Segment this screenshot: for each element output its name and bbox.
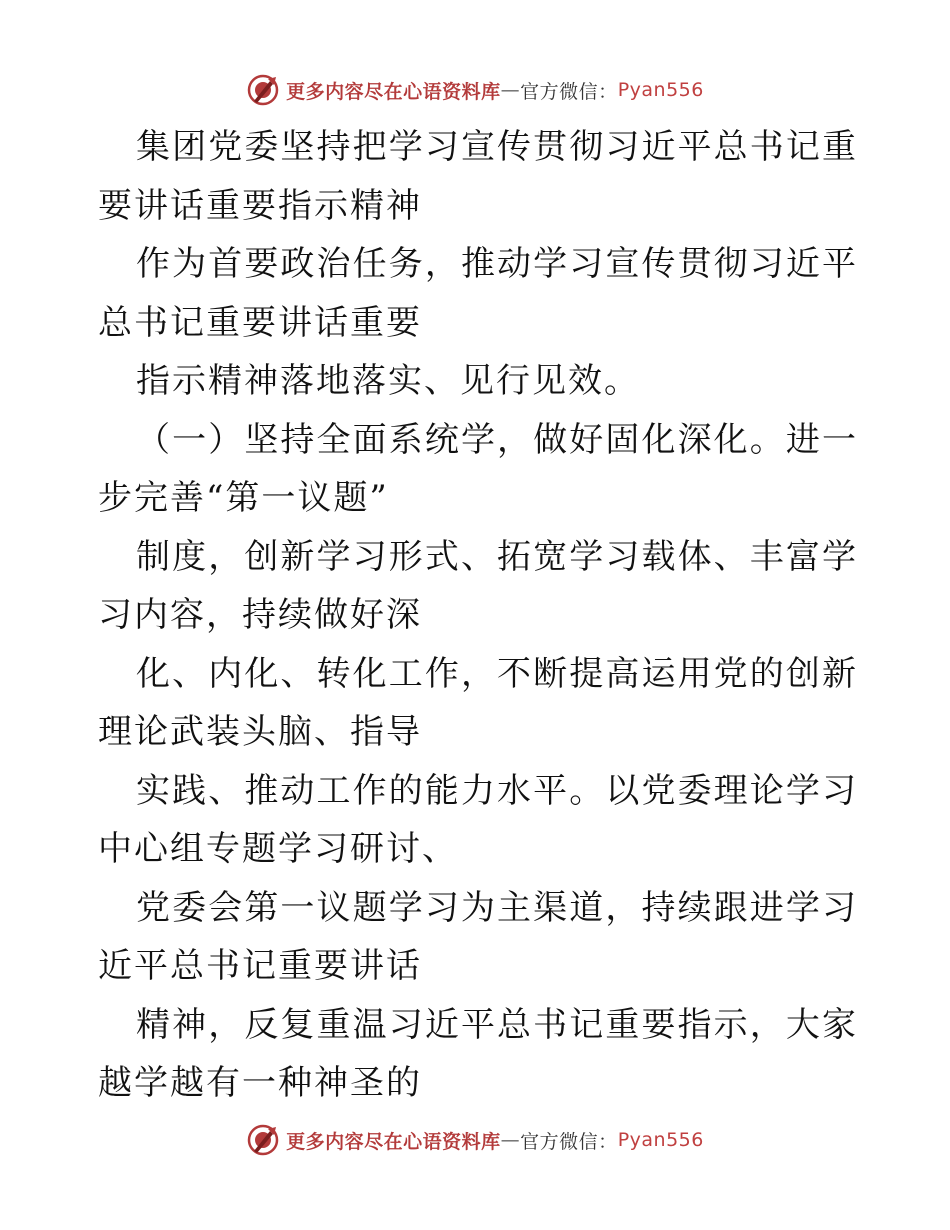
watermark-text bbox=[286, 77, 704, 104]
footer-watermark bbox=[0, 1120, 950, 1160]
paragraph-7: 实践、推动工作的能力水平。以党委理论学习中心组专题学习研讨、 bbox=[98, 770, 858, 869]
watermark-brand: 更多内容尽在心语资料库 bbox=[286, 80, 501, 103]
watermark-separator: — bbox=[500, 79, 521, 101]
watermark-separator: — bbox=[500, 1129, 521, 1151]
header-watermark bbox=[0, 70, 950, 110]
watermark-contact-label: 官方微信： bbox=[520, 1130, 618, 1153]
watermark-contact-id: Pyan556 bbox=[617, 79, 704, 101]
paragraph-3: 指示精神落地落实、见行见效。 bbox=[136, 361, 640, 401]
quill-logo-icon bbox=[246, 1123, 280, 1157]
quill-logo-icon bbox=[246, 73, 280, 107]
paragraph-4: （一）坚持全面系统学，做好固化深化。进一步完善“第一议题” bbox=[98, 419, 858, 518]
paragraph-8: 党委会第一议题学习为主渠道，持续跟进学习近平总书记重要讲话 bbox=[98, 887, 858, 986]
paragraph-5: 制度，创新学习形式、拓宽学习载体、丰富学习内容，持续做好深 bbox=[98, 536, 858, 635]
paragraph-9: 精神，反复重温习近平总书记重要指示，大家越学越有一种神圣的 bbox=[98, 1004, 858, 1103]
document-body bbox=[98, 118, 858, 1113]
watermark-text bbox=[286, 1127, 704, 1154]
watermark-contact-label: 官方微信： bbox=[520, 80, 618, 103]
paragraph-1: 集团党委坚持把学习宣传贯彻习近平总书记重要讲话重要指示精神 bbox=[98, 127, 858, 226]
paragraph-6: 化、内化、转化工作，不断提高运用党的创新理论武装头脑、指导 bbox=[98, 653, 858, 752]
paragraph-2: 作为首要政治任务，推动学习宣传贯彻习近平总书记重要讲话重要 bbox=[98, 244, 858, 343]
watermark-contact-id: Pyan556 bbox=[617, 1129, 704, 1151]
watermark-brand: 更多内容尽在心语资料库 bbox=[286, 1130, 501, 1153]
